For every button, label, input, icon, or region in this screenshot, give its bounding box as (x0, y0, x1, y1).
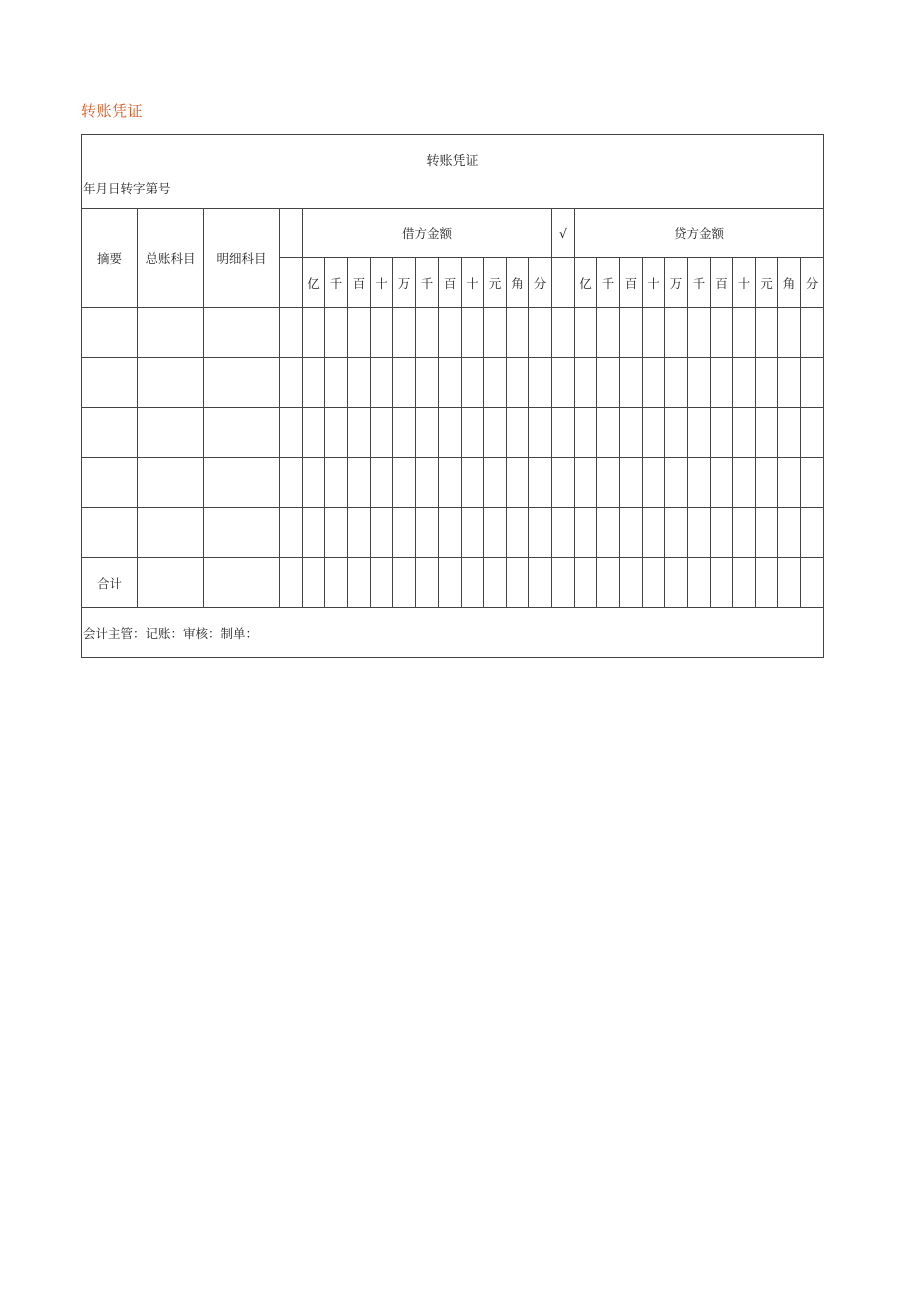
debit-unit-5: 千 (416, 258, 439, 308)
total-label: 合计 (82, 558, 138, 608)
total-cell[interactable] (756, 558, 778, 608)
entry-cell[interactable] (620, 408, 643, 458)
entry-cell[interactable] (688, 458, 711, 508)
debit-unit-2: 百 (348, 258, 371, 308)
entry-cell[interactable] (138, 358, 204, 408)
entry-cell[interactable] (733, 458, 756, 508)
entry-cell[interactable] (138, 458, 204, 508)
voucher-title-block (82, 135, 824, 209)
debit-unit-1: 千 (325, 258, 348, 308)
entry-cell[interactable] (643, 358, 665, 408)
entry-cell[interactable] (439, 408, 462, 458)
entry-cell[interactable] (665, 458, 688, 508)
col-header-general-account: 总账科目 (138, 209, 204, 308)
voucher-title: 转账凭证 (426, 154, 479, 169)
entry-cell[interactable] (371, 508, 393, 558)
entry-cell[interactable] (778, 358, 801, 408)
entry-cell[interactable] (138, 508, 204, 558)
entry-cell[interactable] (665, 408, 688, 458)
entry-cell[interactable] (801, 408, 824, 458)
credit-unit-5: 千 (688, 258, 711, 308)
entry-cell[interactable] (484, 458, 507, 508)
entry-cell[interactable] (416, 458, 439, 508)
entry-cell[interactable] (575, 458, 597, 508)
entry-cell[interactable] (575, 358, 597, 408)
entry-cell[interactable] (303, 508, 325, 558)
entry-cell[interactable] (393, 508, 416, 558)
table-row (82, 408, 824, 458)
entry-cell[interactable] (711, 408, 733, 458)
entry-cell[interactable] (597, 458, 620, 508)
entry-cell[interactable] (416, 408, 439, 458)
total-cell[interactable] (138, 558, 204, 608)
entry-cell[interactable] (303, 458, 325, 508)
table-row (82, 308, 824, 358)
entry-cell[interactable] (643, 508, 665, 558)
total-cell[interactable] (507, 558, 529, 608)
entry-cell[interactable] (462, 358, 484, 408)
entry-cell[interactable] (507, 508, 529, 558)
entry-cell[interactable] (756, 308, 778, 358)
entry-cell[interactable] (303, 308, 325, 358)
entry-cell[interactable] (280, 458, 303, 508)
table-row (82, 358, 824, 408)
entry-cell[interactable] (733, 358, 756, 408)
entry-cell[interactable] (507, 408, 529, 458)
entry-cell[interactable] (280, 508, 303, 558)
debit-amount-header: 借方金额 (303, 209, 552, 258)
entry-cell[interactable] (204, 308, 280, 358)
credit-unit-1: 千 (597, 258, 620, 308)
entry-cell[interactable] (82, 508, 138, 558)
entry-cell[interactable] (552, 408, 575, 458)
entry-cell[interactable] (393, 358, 416, 408)
entry-cell[interactable] (756, 358, 778, 408)
entry-cell[interactable] (416, 508, 439, 558)
total-cell[interactable] (484, 558, 507, 608)
entry-cell[interactable] (597, 408, 620, 458)
entry-cell[interactable] (439, 358, 462, 408)
entry-cell[interactable] (348, 508, 371, 558)
credit-unit-10: 分 (801, 258, 824, 308)
entry-cell[interactable] (204, 458, 280, 508)
entry-cell[interactable] (507, 358, 529, 408)
entry-cell[interactable] (552, 358, 575, 408)
entry-cell[interactable] (393, 458, 416, 508)
debit-check-header (280, 209, 303, 258)
entry-cell[interactable] (756, 508, 778, 558)
total-cell[interactable] (393, 558, 416, 608)
total-cell[interactable] (778, 558, 801, 608)
entry-cell[interactable] (204, 408, 280, 458)
total-cell[interactable] (280, 558, 303, 608)
entry-cell[interactable] (507, 308, 529, 358)
table-row (82, 458, 824, 508)
entry-cell[interactable] (371, 408, 393, 458)
entry-cell[interactable] (529, 358, 552, 408)
entry-cell[interactable] (484, 358, 507, 408)
total-cell[interactable] (597, 558, 620, 608)
entry-cell[interactable] (665, 508, 688, 558)
entry-cell[interactable] (552, 308, 575, 358)
credit-unit-3: 十 (643, 258, 665, 308)
total-cell[interactable] (462, 558, 484, 608)
entry-cell[interactable] (484, 508, 507, 558)
total-cell[interactable] (801, 558, 824, 608)
entry-cell[interactable] (280, 358, 303, 408)
entry-cell[interactable] (529, 508, 552, 558)
entry-cell[interactable] (756, 458, 778, 508)
entry-cell[interactable] (303, 358, 325, 408)
entry-cell[interactable] (82, 408, 138, 458)
total-cell[interactable] (620, 558, 643, 608)
debit-unit-10: 分 (529, 258, 552, 308)
entry-cell[interactable] (597, 358, 620, 408)
entry-cell[interactable] (665, 358, 688, 408)
entry-cell[interactable] (643, 308, 665, 358)
entry-cell[interactable] (462, 458, 484, 508)
credit-check-header: √ (552, 209, 575, 258)
entry-cell[interactable] (82, 358, 138, 408)
entry-cell[interactable] (439, 458, 462, 508)
col-header-detail-account: 明细科目 (204, 209, 280, 308)
entry-cell[interactable] (801, 358, 824, 408)
entry-cell[interactable] (778, 308, 801, 358)
entry-cell[interactable] (416, 308, 439, 358)
entry-cell[interactable] (688, 508, 711, 558)
total-cell[interactable] (439, 558, 462, 608)
entry-cell[interactable] (711, 508, 733, 558)
signature-footer: 会计主管：记账：审核：制单： (82, 608, 824, 658)
entry-cell[interactable] (711, 308, 733, 358)
total-cell[interactable] (643, 558, 665, 608)
transfer-voucher-table (81, 134, 824, 658)
debit-unit-9: 角 (507, 258, 529, 308)
voucher-date-line: 年月日转字第号 (83, 181, 171, 196)
total-cell[interactable] (325, 558, 348, 608)
entry-cell[interactable] (393, 408, 416, 458)
entry-cell[interactable] (462, 408, 484, 458)
entry-cell[interactable] (665, 308, 688, 358)
entry-cell[interactable] (371, 458, 393, 508)
entry-cell[interactable] (597, 308, 620, 358)
table-row (82, 508, 824, 558)
entry-cell[interactable] (643, 458, 665, 508)
total-cell[interactable] (688, 558, 711, 608)
total-cell[interactable] (575, 558, 597, 608)
entry-cell[interactable] (439, 308, 462, 358)
credit-unit-2: 百 (620, 258, 643, 308)
entry-cell[interactable] (643, 408, 665, 458)
credit-amount-header: 贷方金额 (575, 209, 824, 258)
entry-cell[interactable] (552, 458, 575, 508)
entry-cell[interactable] (325, 458, 348, 508)
document-heading: 转账凭证 (81, 102, 144, 120)
entry-cell[interactable] (733, 408, 756, 458)
entry-cell[interactable] (439, 508, 462, 558)
entry-cell[interactable] (733, 508, 756, 558)
entry-cell[interactable] (348, 408, 371, 458)
entry-cell[interactable] (733, 308, 756, 358)
credit-unit-8: 元 (756, 258, 778, 308)
entry-cell[interactable] (711, 458, 733, 508)
entry-cell[interactable] (575, 308, 597, 358)
credit-check-unit-cell (552, 258, 575, 308)
entry-cell[interactable] (348, 308, 371, 358)
entry-cell[interactable] (138, 408, 204, 458)
total-cell[interactable] (416, 558, 439, 608)
entry-cell[interactable] (393, 308, 416, 358)
entry-cell[interactable] (82, 308, 138, 358)
entry-cell[interactable] (371, 308, 393, 358)
credit-unit-9: 角 (778, 258, 801, 308)
entry-cell[interactable] (484, 308, 507, 358)
total-cell[interactable] (529, 558, 552, 608)
debit-check-unit-cell (280, 258, 303, 308)
entry-cell[interactable] (529, 308, 552, 358)
entry-cell[interactable] (529, 458, 552, 508)
entry-cell[interactable] (325, 408, 348, 458)
entry-cell[interactable] (575, 408, 597, 458)
entry-cell[interactable] (575, 508, 597, 558)
entry-cell[interactable] (688, 308, 711, 358)
entry-cell[interactable] (778, 458, 801, 508)
entry-cell[interactable] (348, 358, 371, 408)
total-cell[interactable] (733, 558, 756, 608)
entry-cell[interactable] (82, 458, 138, 508)
entry-cell[interactable] (325, 508, 348, 558)
total-cell[interactable] (371, 558, 393, 608)
entry-cell[interactable] (801, 458, 824, 508)
entry-cell[interactable] (529, 408, 552, 458)
credit-unit-6: 百 (711, 258, 733, 308)
entry-cell[interactable] (620, 358, 643, 408)
credit-unit-0: 亿 (575, 258, 597, 308)
entry-cell[interactable] (688, 408, 711, 458)
entry-cell[interactable] (801, 508, 824, 558)
entry-cell[interactable] (348, 458, 371, 508)
total-cell[interactable] (552, 558, 575, 608)
entry-cell[interactable] (416, 358, 439, 408)
total-row (82, 558, 824, 608)
total-cell[interactable] (711, 558, 733, 608)
entry-cell[interactable] (204, 508, 280, 558)
entry-cell[interactable] (778, 508, 801, 558)
debit-unit-3: 十 (371, 258, 393, 308)
total-cell[interactable] (665, 558, 688, 608)
entry-cell[interactable] (778, 408, 801, 458)
entry-cell[interactable] (688, 358, 711, 408)
entry-cell[interactable] (280, 308, 303, 358)
entry-cell[interactable] (801, 308, 824, 358)
entry-cell[interactable] (552, 508, 575, 558)
debit-unit-8: 元 (484, 258, 507, 308)
total-cell[interactable] (348, 558, 371, 608)
entry-cell[interactable] (620, 458, 643, 508)
entry-cell[interactable] (756, 408, 778, 458)
entry-cell[interactable] (204, 358, 280, 408)
debit-unit-7: 十 (462, 258, 484, 308)
entry-cell[interactable] (711, 358, 733, 408)
entry-cell[interactable] (325, 358, 348, 408)
entry-cell[interactable] (325, 308, 348, 358)
entry-cell[interactable] (620, 308, 643, 358)
entry-cell[interactable] (597, 508, 620, 558)
col-header-summary: 摘要 (82, 209, 138, 308)
debit-unit-4: 万 (393, 258, 416, 308)
entry-cell[interactable] (371, 358, 393, 408)
total-cell[interactable] (204, 558, 280, 608)
entry-cell[interactable] (138, 308, 204, 358)
total-cell[interactable] (303, 558, 325, 608)
entry-cell[interactable] (507, 458, 529, 508)
entry-cell[interactable] (462, 508, 484, 558)
entry-cell[interactable] (462, 308, 484, 358)
debit-unit-0: 亿 (303, 258, 325, 308)
entry-cell[interactable] (484, 408, 507, 458)
credit-unit-4: 万 (665, 258, 688, 308)
credit-unit-7: 十 (733, 258, 756, 308)
entry-cell[interactable] (303, 408, 325, 458)
entry-cell[interactable] (280, 408, 303, 458)
debit-unit-6: 百 (439, 258, 462, 308)
entry-cell[interactable] (620, 508, 643, 558)
